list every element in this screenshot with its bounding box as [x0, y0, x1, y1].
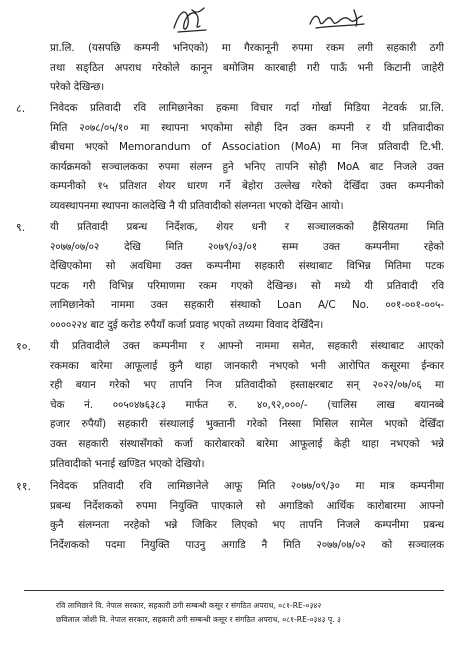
text-line: तथा सङ्ठित अपराध गरेकोले कानून बमोजिम कारबाही गरी पाऊँ भनी किटानी जाहेरी	[50, 61, 444, 74]
text-line: २०७७/०७/०२ देखि मिति २०७९/०३/०१ सम्म उक्त कम्पनीमा रहेको	[50, 240, 444, 253]
footer-case-line-2: छविलाल जोशी वि. नेपाल सरकार, सहकारी ठगी सम्बन्धी कसूर र संगठित अपराध, ०८१-RE-०३४३ पृ. ३	[56, 615, 341, 624]
text-line: बीचमा भएको Memorandum of Association (MoA) मा निज प्रतिवादी टि.भी.	[50, 141, 444, 154]
paragraph-item-11	[50, 477, 444, 555]
text-line: चेक नं. ००५०४७६३८३ मार्फत रु. ४०,९२,०००/- (चालिस लाख बयानब्बे	[50, 398, 444, 411]
intro-paragraph	[50, 39, 444, 98]
text-line: परेको देखिन्छ।	[50, 81, 105, 94]
text-line: व्यवस्थापनमा स्थापना कालदेखि नै यी प्रतिवादीको संलग्नता भएको देखिन आयो।	[50, 199, 344, 212]
footer-case-line-1: रवि लामिछाने वि. नेपाल सरकार, सहकारी ठगी सम्बन्धी कसूर र संगठित अपराध, ०८१-RE-०३४२	[56, 601, 322, 610]
item-number: ८.	[16, 102, 26, 115]
text-line: प्रबन्ध निर्देशकको रुपमा नियुक्ति पाएकाले सो अगाडिको आर्थिक कारोबारमा आफ्नो	[50, 499, 444, 512]
text-line: यी प्रतिवादी प्रबन्ध निर्देशक, शेयर धनी र सञ्चालकको हैसियतमा मिति	[50, 221, 444, 233]
text-line: रकमका बारेमा आफूलाई कुनै थाहा जानकारी नभएको भनी आरोपित कसूरमा ईन्कार	[50, 359, 444, 372]
text-line: कार्यक्रमको सञ्चालकका रुपमा संलग्न हुने भनिए तापनि सोही MoA बाट निजले उक्त	[50, 160, 444, 173]
text-line: देखिएकोमा सो अवधिमा उक्त कम्पनीमा सहकारी संस्थाबाट विभिन्न मितिमा पटक	[50, 260, 444, 273]
text-line: उक्त सहकारी संस्थासँगको कर्जा कारोबारको बारेमा आफूलाई केही थाहा नभएको भन्ने	[50, 437, 444, 450]
signature-left	[170, 4, 214, 38]
item-number: ११.	[16, 480, 31, 493]
text-line: हजार रुपैयाँ) सहकारी संस्थालाई भुक्तानी गरेको निस्सा मिसिल सामेल भएको देखिँदा	[50, 418, 444, 431]
text-line: मिति २०७८/०५/१० मा स्थापना भएकोमा सोही दिन उक्त कम्पनी र यी प्रतिवादीका	[50, 121, 444, 134]
text-line: कम्पनीको १५ प्रतिशत शेयर धारण गर्ने बेहोरा उल्लेख गरेको देखिँदा उक्त कम्पनीको	[50, 180, 444, 193]
text-line: निवेदक प्रतिवादी रवि लामिछानेले आफू मिति २०७७/०९/३० मा मात्र कम्पनीमा	[50, 480, 444, 492]
text-line: यी प्रतिवादीले उक्त कम्पनीमा र आफ्नो नाममा समेत, सहकारी संस्थाबाट आएको	[50, 340, 444, 352]
signature-right	[306, 6, 370, 36]
text-line: ००००२२४ बाट दुई करोड रुपैयाँ कर्जा प्रवाह भएको तथ्यमा विवाद देखिँदैन।	[50, 318, 324, 331]
item-number: ९.	[16, 221, 26, 234]
text-line: निवेदक प्रतिवादी रवि लामिछानेका हकमा विचार गर्दा गोर्खा मिडिया नेटवर्क प्रा.लि.	[50, 102, 444, 114]
text-line: निर्देशकको पदमा नियुक्ति पाउनु अगाडि नै मिति २०७७/०७/०२ को सञ्चालक	[50, 538, 444, 551]
item-number: १०.	[16, 340, 31, 353]
paragraph-item-8	[50, 99, 444, 217]
text-line: कुनै संलग्नता नरहेको भन्ने जिकिर लिएको भए तापनि निजले कम्पनीमा प्रबन्ध	[50, 519, 444, 532]
text-line: रही बयान गरेको भए तापनि निज प्रतिवादीको हस्ताक्षरबाट सन् २०२२/०७/०६ मा	[50, 379, 444, 392]
paragraph-item-10	[50, 337, 444, 474]
paragraph-item-9	[50, 218, 444, 336]
text-line: प्रा.लि. (यसपछि कम्पनी भनिएको) मा गैरकानूनी रुपमा रकम लगी सहकारी ठगी	[50, 42, 444, 54]
text-line: प्रतिवादीको भनाई खण्डित भएको देखियो।	[50, 457, 205, 470]
text-line: पटक गरी विभिन्न परिमाणमा रकम गएको देखिन्छ। सो मध्ये यी प्रतिवादी रवि	[50, 279, 444, 292]
text-line: लामिछानेको नाममा उक्त सहकारी संस्थाको Loan A/C No. ००१-००१-००५-	[50, 299, 444, 312]
footer-divider	[24, 590, 444, 591]
